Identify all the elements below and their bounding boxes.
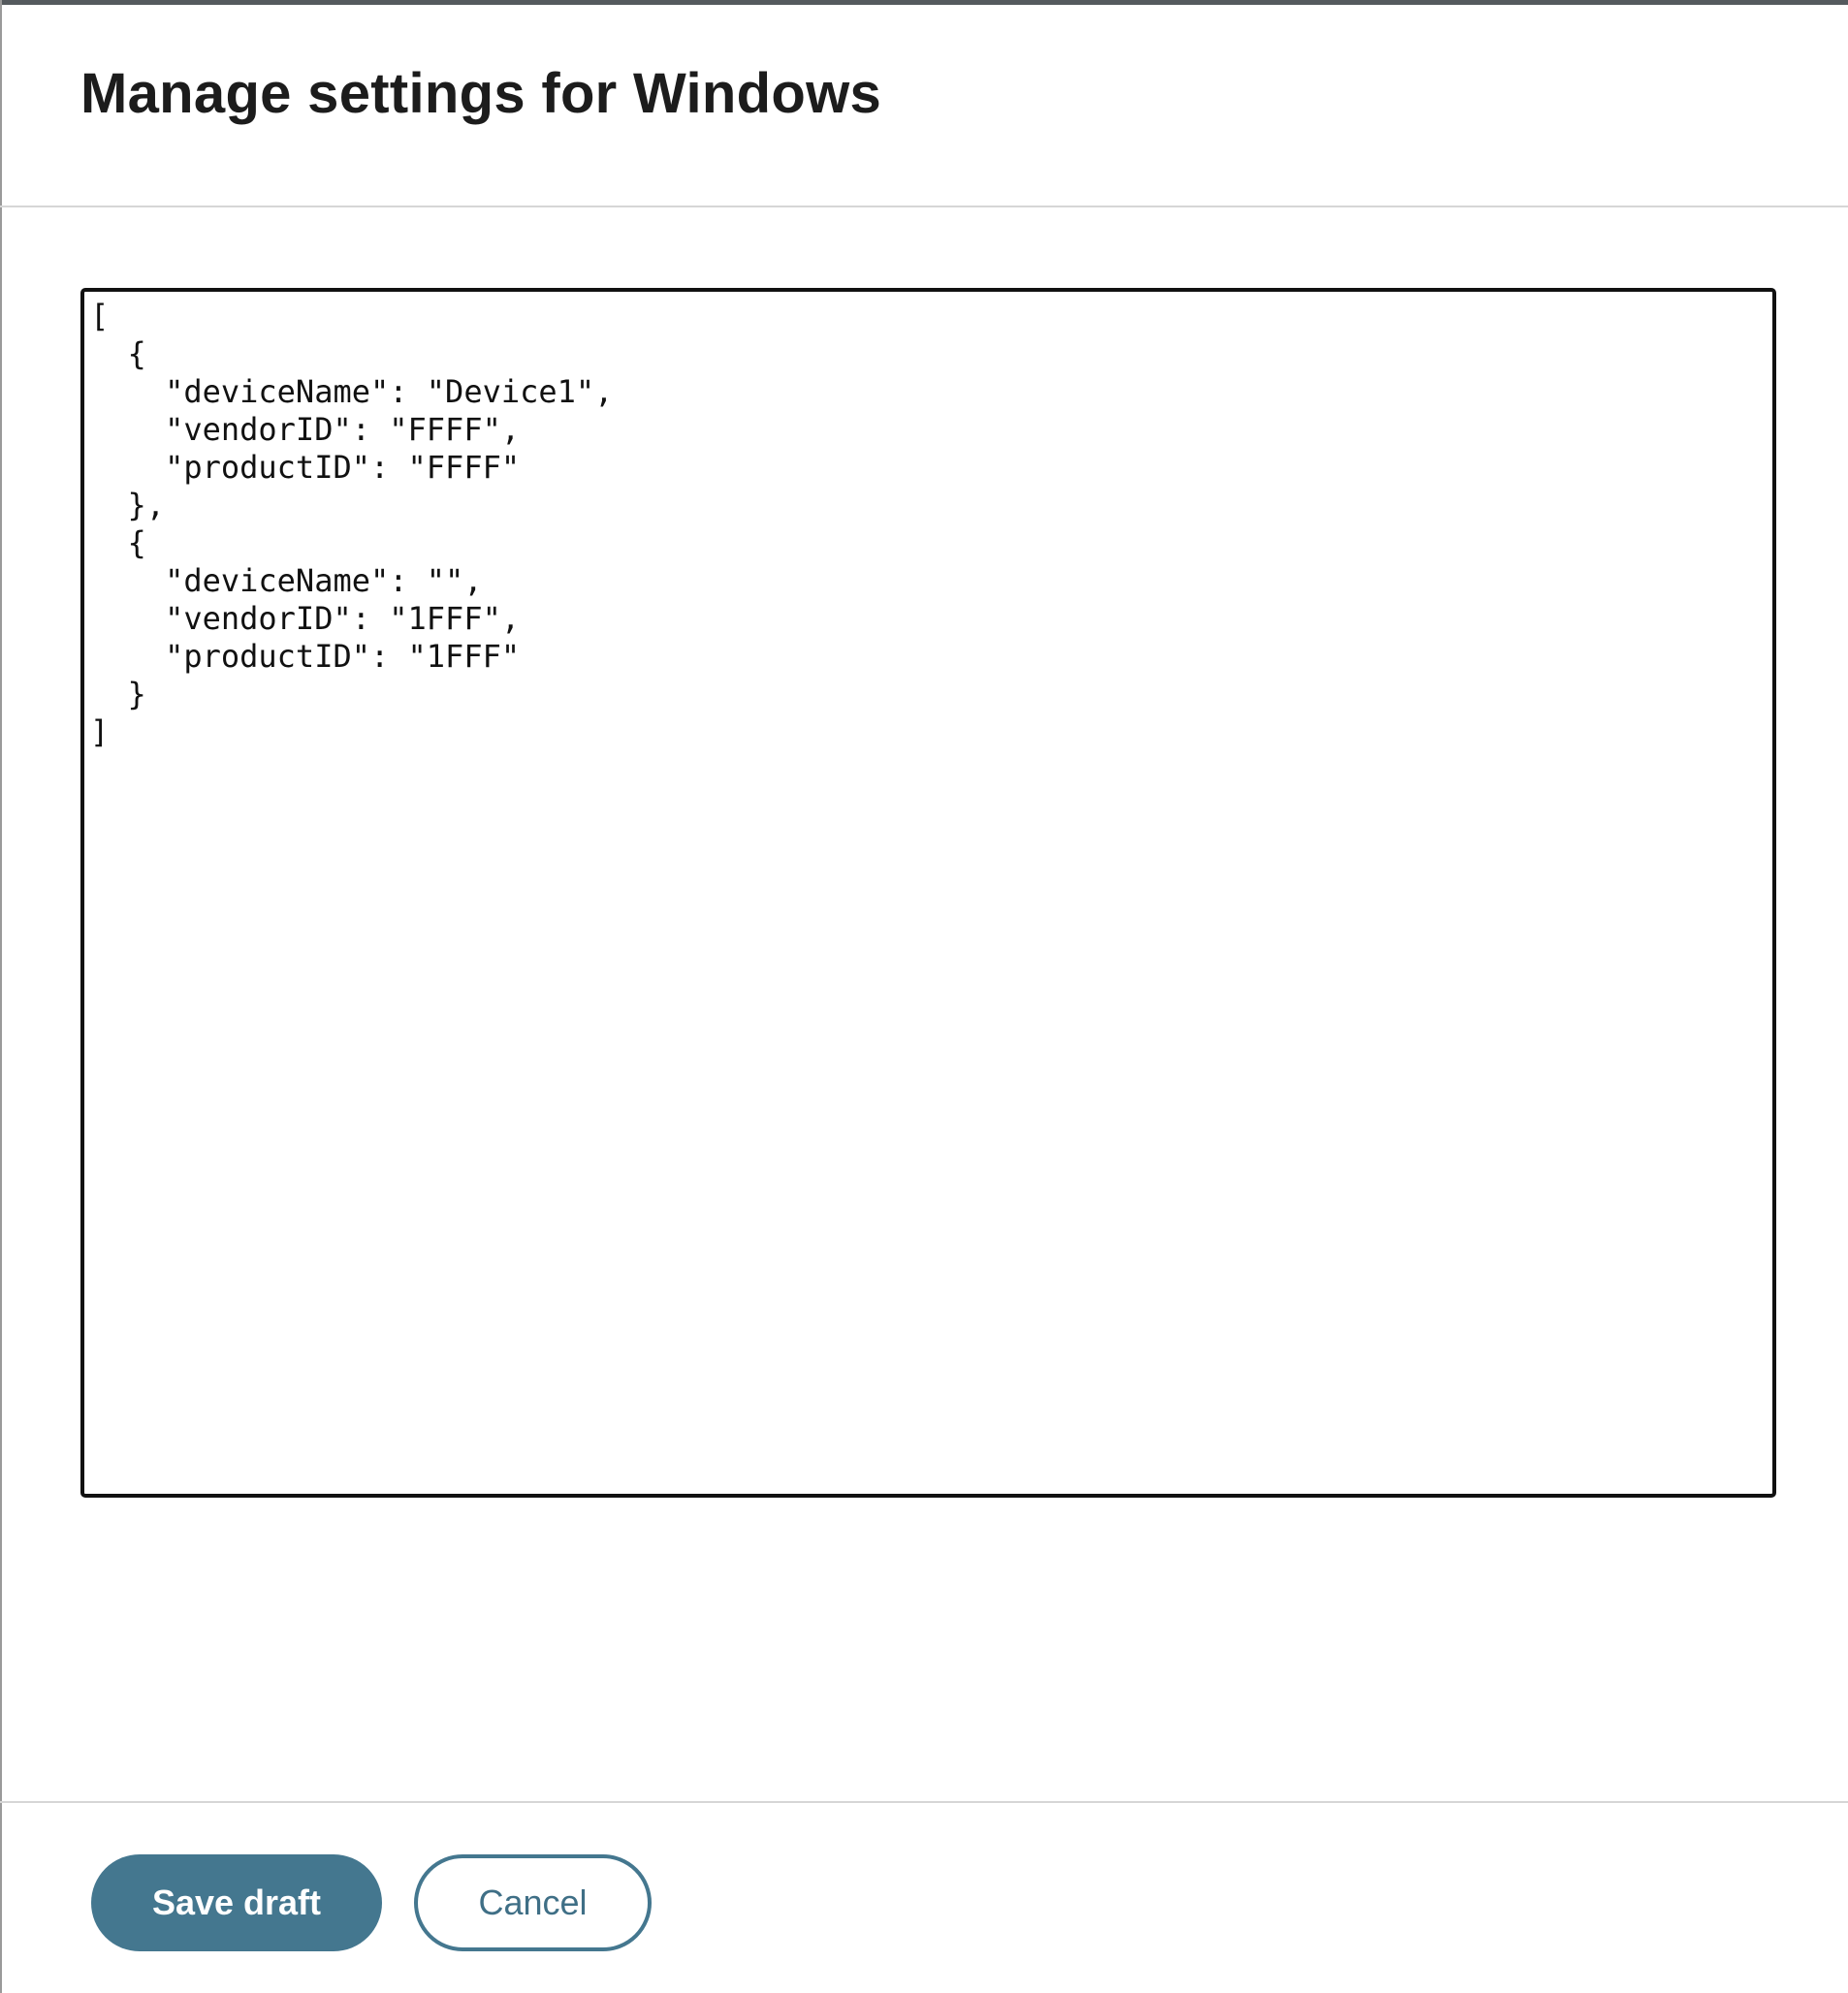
page-title: Manage settings for Windows (80, 62, 882, 125)
cancel-button[interactable]: Cancel (414, 1854, 652, 1951)
json-editor (80, 288, 1776, 1498)
left-border (0, 0, 2, 1993)
dialog-header (0, 5, 1848, 207)
json-textarea[interactable] (90, 298, 1767, 1488)
save-draft-button[interactable]: Save draft (91, 1854, 382, 1951)
